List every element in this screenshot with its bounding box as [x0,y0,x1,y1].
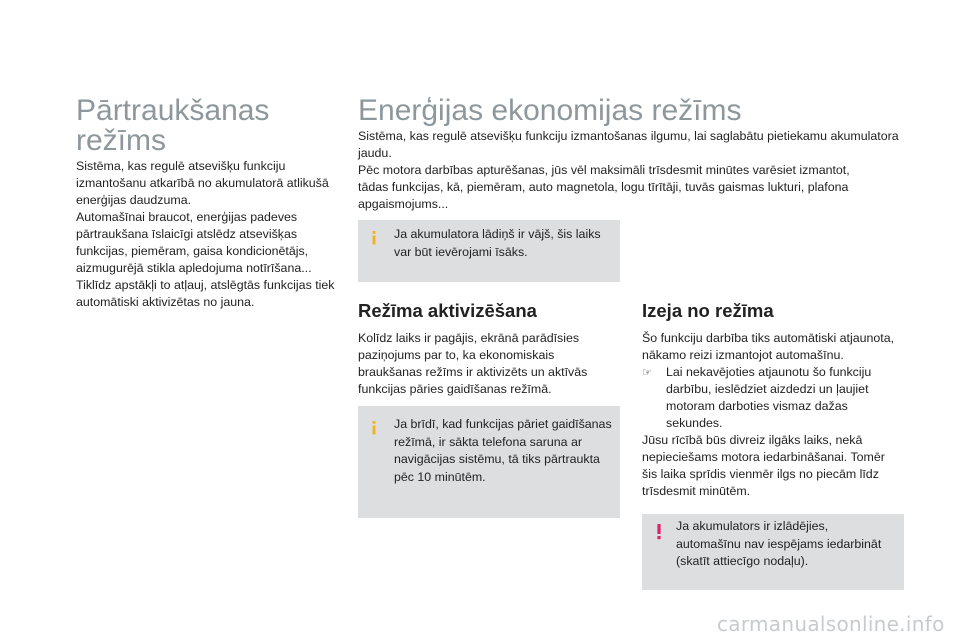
exit-paragraph: Šo funkciju darbība tiks automātiski atjaunota, nākamo reizi izmantojot automašīnu. [642,331,895,362]
exit-bullet [642,364,904,432]
economy-info-text: Ja akumulatora lādiņš ir vājš, šis laiks var būt ievērojami īsāks. [394,227,601,259]
economy-info-note [358,220,620,282]
exit-section [642,300,904,500]
left-paragraph: Sistēma, kas regulē atsevišķu funkciju izmantošanu atkarībā no akumulatorā atlikušā enerģijas daudzuma. [76,159,329,207]
exit-paragraph: Jūsu rīcībā būs divreiz ilgāks laiks, nekā nepieciešams motora iedarbināšanai. Tomēr šis laika sprīdis vienmēr ilgs no piecām līdz trīsdesmit minūtēm. [642,433,885,498]
activation-info-note [358,406,620,518]
info-icon [366,229,382,247]
left-title-line1: Pārtraukšanas [76,94,270,127]
watermark: carmanualsonline.info [717,612,945,636]
economy-paragraph: Sistēma, kas regulē atsevišķu funkciju izmantošanas ilgumu, lai saglabātu pietiekamu akumulatora jaudu. [358,129,899,160]
exit-title: Izeja no režīma [642,300,774,321]
exit-body [642,330,904,500]
exit-bullet-text: Lai nekavējoties atjaunotu šo funkciju darbību, ieslēdziet aizdedzi un ļaujiet motoram darboties vismaz dažas sekundes. [666,365,872,430]
economy-title: Enerģijas ekonomijas režīms [358,94,742,127]
left-paragraph: Tiklīdz apstākļi to atļauj, atslēgtās funkcijas tiek automātiski aktivizētas no jauna. [76,278,335,309]
left-section [76,96,346,311]
left-body [76,158,344,311]
economy-body [358,128,906,213]
exit-warning-text: Ja akumulators ir izlādējies, automašīnu nav iespējams iedarbināt (skatīt attiecīgo nodaļu). [676,519,882,569]
info-icon [366,419,382,437]
warning-icon [651,523,667,541]
exit-warning-note [642,514,904,590]
activation-paragraph: Kolīdz laiks ir pagājis, ekrānā parādīsies paziņojums par to, ka ekonomiskais braukšanas režīms ir aktivizēts un aktīvās funkcijas pāries gaidīšanas režīmā. [358,331,588,396]
left-paragraph: Automašīnai braucot, enerģijas padeves pārtraukšana īslaicīgi atslēdz atsevišķas funkcijas, piemēram, gaisa kondicionētājs, aizmugurējā stikla apledojuma notīrīšana... [76,210,312,275]
activation-title: Režīma aktivizēšana [358,300,537,321]
activation-section [358,300,620,398]
economy-section [358,96,908,213]
pointing-hand-icon: ☞ [642,366,652,379]
economy-paragraph: Pēc motora darbības apturēšanas, jūs vēl maksimāli trīsdesmit minūtes varēsiet izmantot, tādas funkcijas, kā, piemēram, auto magnetola, logu tīrītāji, tuvās gaismas lukturi, plafona apgaismojums... [358,163,850,211]
left-title-line2: režīms [76,124,166,157]
activation-info-text: Ja brīdī, kad funkcijas pāriet gaidīšanas režīmā, ir sākta telefona saruna ar navigācijas sistēmu, tā tiks pārtraukta pēc 10 minūtēm. [394,417,612,484]
left-title [76,96,346,156]
